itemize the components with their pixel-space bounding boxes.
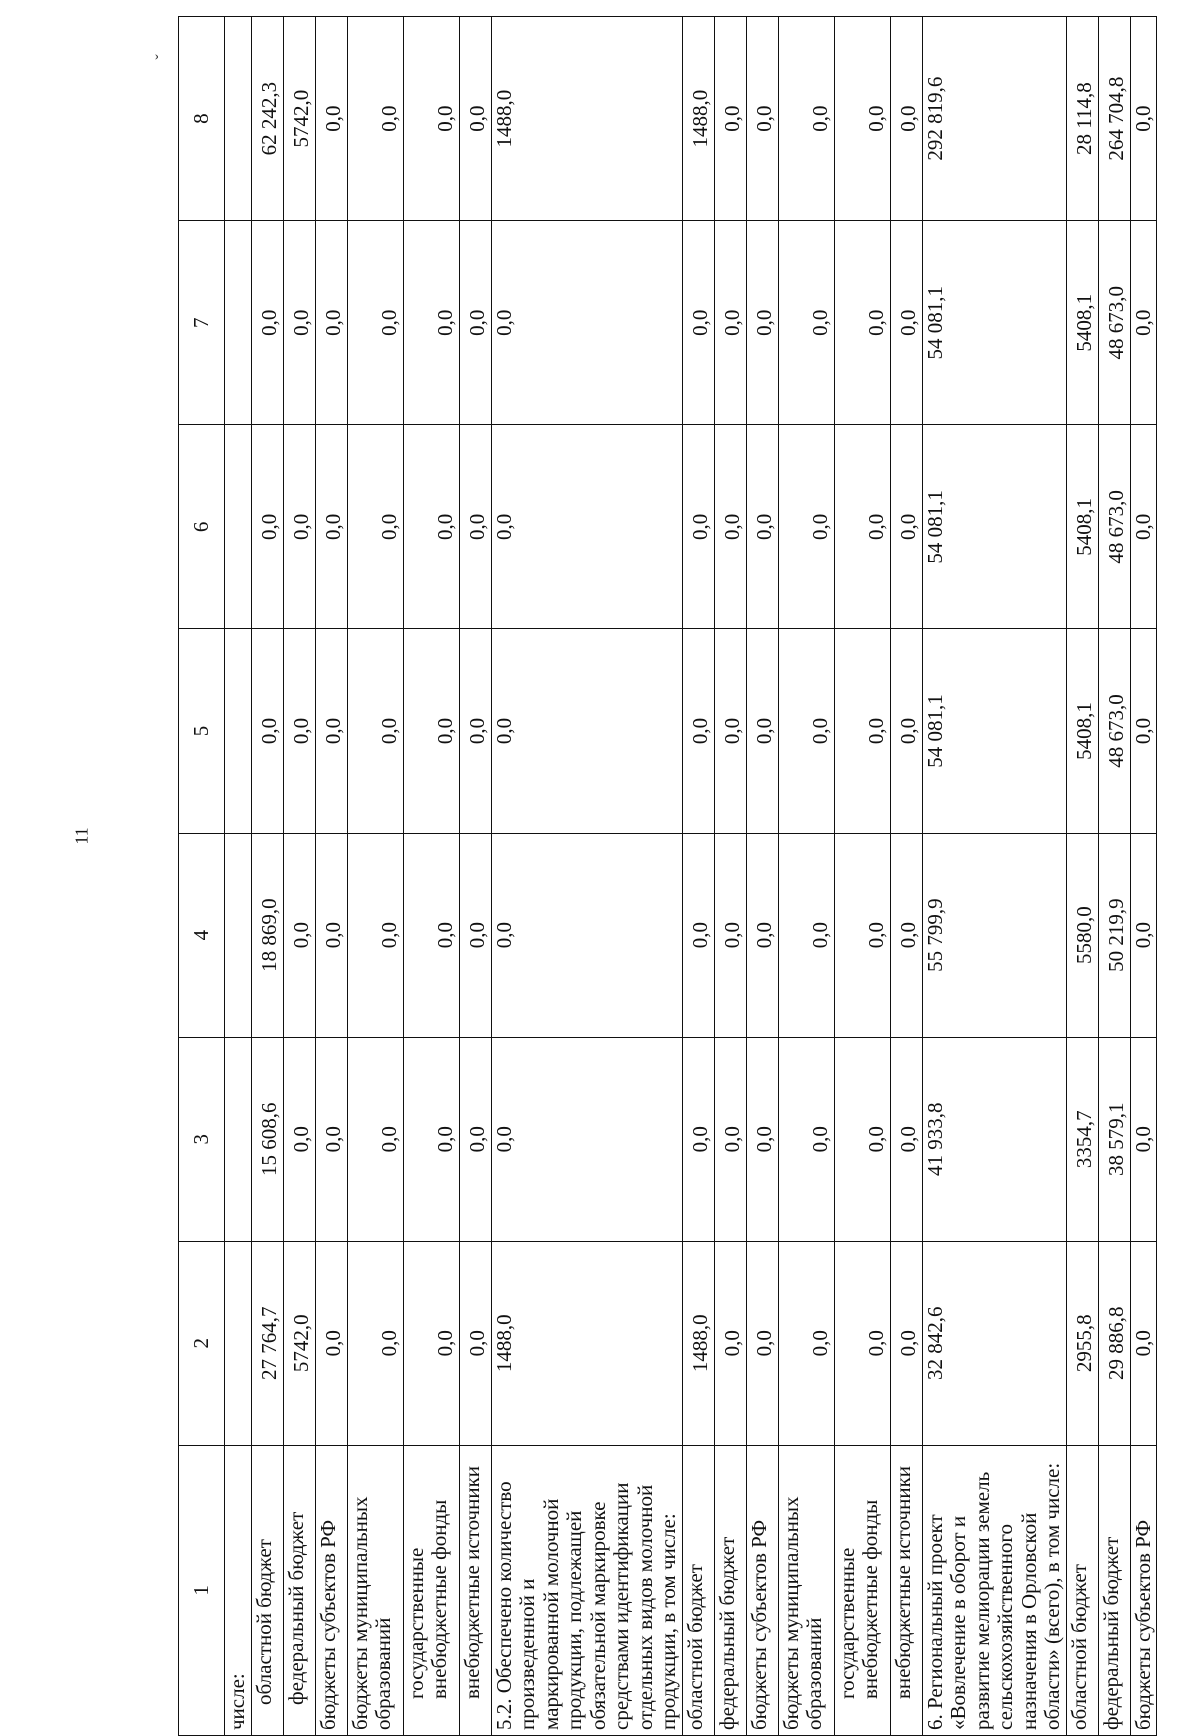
value-cell: 0,0 [746,629,778,833]
value-cell: 0,0 [283,221,315,425]
value-cell: 0,0 [251,629,283,833]
value-cell [225,1241,252,1445]
column-header: 7 [179,221,225,425]
value-cell: 0,0 [834,221,890,425]
value-cell: 0,0 [347,425,403,629]
value-cell [225,1037,252,1241]
value-cell: 48 673,0 [1098,425,1130,629]
value-cell: 0,0 [459,17,491,221]
column-header: 2 [179,1241,225,1445]
table-row [459,17,491,1736]
value-cell: 62 242,3 [251,17,283,221]
table-row [746,17,778,1736]
value-cell: 0,0 [714,221,746,425]
value-cell: 0,0 [778,629,834,833]
value-cell: 0,0 [778,1037,834,1241]
value-cell: 5742,0 [283,1241,315,1445]
value-cell: 0,0 [890,1037,922,1241]
table-row [283,17,315,1736]
value-cell: 0,0 [347,1241,403,1445]
table-row [1098,17,1130,1736]
value-cell: 0,0 [315,833,347,1037]
value-cell: 0,0 [315,425,347,629]
value-cell: 0,0 [491,425,682,629]
value-cell: 5580,0 [1066,833,1098,1037]
value-cell: 0,0 [746,1241,778,1445]
value-cell: 0,0 [315,1241,347,1445]
value-cell: 41 933,8 [922,1037,1066,1241]
value-cell: 0,0 [682,833,714,1037]
row-label: бюджеты субъектов РФ [315,1445,347,1735]
value-cell: 0,0 [778,425,834,629]
table-row [251,17,283,1736]
value-cell: 0,0 [315,1037,347,1241]
value-cell: 0,0 [682,629,714,833]
value-cell: 0,0 [251,425,283,629]
value-cell: 5408,1 [1066,425,1098,629]
row-label: областной бюджет [251,1445,283,1735]
value-cell: 27 764,7 [251,1241,283,1445]
value-cell: 0,0 [1130,1241,1157,1445]
table-row [778,17,834,1736]
value-cell: 0,0 [890,1241,922,1445]
table-row [491,17,682,1736]
value-cell: 0,0 [403,221,459,425]
table-row [347,17,403,1736]
row-label: 5.2. Обеспечено количество произведенной и маркированной молочной продукции, подлежащей обязательной маркировке средствами идентификации отдельных видов молочной продукции, в том числе: [491,1445,682,1735]
table-row [682,17,714,1736]
value-cell: 1488,0 [491,1241,682,1445]
row-label: федеральный бюджет [1098,1445,1130,1735]
row-label: 6. Региональный проект «Вовлечение в оборот и развитие мелиорации земель сельскохозяйственного назначения в Орловской области» (всего), в том числе: [922,1445,1066,1735]
value-cell: 0,0 [347,833,403,1037]
value-cell: 0,0 [491,221,682,425]
value-cell: 1488,0 [682,17,714,221]
value-cell: 0,0 [459,833,491,1037]
value-cell [225,833,252,1037]
value-cell: 0,0 [403,1241,459,1445]
value-cell: 0,0 [459,425,491,629]
value-cell: 0,0 [682,425,714,629]
value-cell: 0,0 [834,1241,890,1445]
value-cell: 0,0 [1130,833,1157,1037]
value-cell: 0,0 [283,1037,315,1241]
value-cell: 48 673,0 [1098,221,1130,425]
row-label: государственные внебюджетные фонды [403,1445,459,1735]
value-cell: 0,0 [834,17,890,221]
row-label: числе: [225,1445,252,1735]
value-cell [225,425,252,629]
value-cell: 0,0 [746,1037,778,1241]
value-cell: 0,0 [283,833,315,1037]
value-cell: 0,0 [315,629,347,833]
value-cell: 0,0 [746,221,778,425]
value-cell: 0,0 [403,833,459,1037]
value-cell: 0,0 [491,629,682,833]
table-row [922,17,1066,1736]
value-cell: 0,0 [347,629,403,833]
value-cell: 0,0 [1130,221,1157,425]
value-cell: 0,0 [1130,17,1157,221]
value-cell: 55 799,9 [922,833,1066,1037]
value-cell: 0,0 [890,833,922,1037]
value-cell: 0,0 [778,17,834,221]
value-cell: 0,0 [283,425,315,629]
value-cell: 5408,1 [1066,629,1098,833]
table-row [834,17,890,1736]
value-cell: 0,0 [682,1037,714,1241]
column-header: 8 [179,17,225,221]
value-cell: 0,0 [778,221,834,425]
value-cell: 0,0 [459,629,491,833]
budget-table [178,16,1157,1736]
value-cell: 0,0 [403,629,459,833]
value-cell: 0,0 [714,833,746,1037]
row-label: внебюджетные источники [459,1445,491,1735]
value-cell: 0,0 [1130,1037,1157,1241]
table-body [225,17,1157,1736]
value-cell: 0,0 [491,1037,682,1241]
value-cell: 0,0 [251,221,283,425]
table-row [890,17,922,1736]
value-cell: 1488,0 [682,1241,714,1445]
table-row [315,17,347,1736]
value-cell: 0,0 [714,1241,746,1445]
value-cell: 0,0 [714,1037,746,1241]
table-row [1066,17,1098,1736]
value-cell: 0,0 [459,1037,491,1241]
value-cell: 0,0 [459,221,491,425]
value-cell: 0,0 [890,629,922,833]
value-cell: 0,0 [834,425,890,629]
value-cell: 0,0 [834,833,890,1037]
page-number: 11 [71,827,92,845]
table-row [1130,17,1157,1736]
budget-table-container [178,16,1155,1736]
column-header: 5 [179,629,225,833]
table-row [403,17,459,1736]
row-label: государственные внебюджетные фонды [834,1445,890,1735]
corner-mark: ˇ [153,54,171,60]
value-cell: 0,0 [834,629,890,833]
value-cell: 0,0 [1130,629,1157,833]
value-cell [225,221,252,425]
column-header: 1 [179,1445,225,1735]
row-label: бюджеты субъектов РФ [746,1445,778,1735]
value-cell: 0,0 [890,425,922,629]
value-cell: 2955,8 [1066,1241,1098,1445]
value-cell: 28 114,8 [1066,17,1098,221]
value-cell [225,17,252,221]
value-cell: 48 673,0 [1098,629,1130,833]
row-label: федеральный бюджет [283,1445,315,1735]
value-cell: 0,0 [315,17,347,221]
value-cell: 54 081,1 [922,629,1066,833]
value-cell: 0,0 [315,221,347,425]
value-cell [225,629,252,833]
value-cell: 292 819,6 [922,17,1066,221]
value-cell: 0,0 [682,221,714,425]
row-label: бюджеты муниципальных образований [347,1445,403,1735]
table-row [714,17,746,1736]
value-cell: 5408,1 [1066,221,1098,425]
value-cell: 0,0 [459,1241,491,1445]
row-label: федеральный бюджет [714,1445,746,1735]
row-label: бюджеты субъектов РФ [1130,1445,1157,1735]
value-cell: 0,0 [714,629,746,833]
value-cell: 0,0 [403,17,459,221]
row-label: внебюджетные источники [890,1445,922,1735]
value-cell: 0,0 [714,425,746,629]
value-cell: 0,0 [714,17,746,221]
row-label: областной бюджет [682,1445,714,1735]
row-label: бюджеты муниципальных образований [778,1445,834,1735]
value-cell: 264 704,8 [1098,17,1130,221]
value-cell: 0,0 [890,17,922,221]
value-cell: 0,0 [347,17,403,221]
value-cell: 5742,0 [283,17,315,221]
value-cell: 0,0 [1130,425,1157,629]
value-cell: 0,0 [491,833,682,1037]
value-cell: 0,0 [778,833,834,1037]
value-cell: 0,0 [746,17,778,221]
value-cell: 0,0 [283,629,315,833]
value-cell: 54 081,1 [922,221,1066,425]
value-cell: 3354,7 [1066,1037,1098,1241]
row-label: областной бюджет [1066,1445,1098,1735]
value-cell: 0,0 [347,1037,403,1241]
value-cell: 0,0 [347,221,403,425]
value-cell: 0,0 [890,221,922,425]
value-cell: 29 886,8 [1098,1241,1130,1445]
value-cell: 38 579,1 [1098,1037,1130,1241]
value-cell: 18 869,0 [251,833,283,1037]
column-header: 3 [179,1037,225,1241]
value-cell: 0,0 [403,425,459,629]
value-cell: 15 608,6 [251,1037,283,1241]
value-cell: 32 842,6 [922,1241,1066,1445]
column-header: 6 [179,425,225,629]
value-cell: 0,0 [746,425,778,629]
value-cell: 1488,0 [491,17,682,221]
column-header: 4 [179,833,225,1037]
value-cell: 0,0 [403,1037,459,1241]
table-header-row [179,17,225,1736]
value-cell: 0,0 [834,1037,890,1241]
value-cell: 50 219,9 [1098,833,1130,1037]
value-cell: 0,0 [778,1241,834,1445]
table-row [225,17,252,1736]
value-cell: 0,0 [746,833,778,1037]
value-cell: 54 081,1 [922,425,1066,629]
